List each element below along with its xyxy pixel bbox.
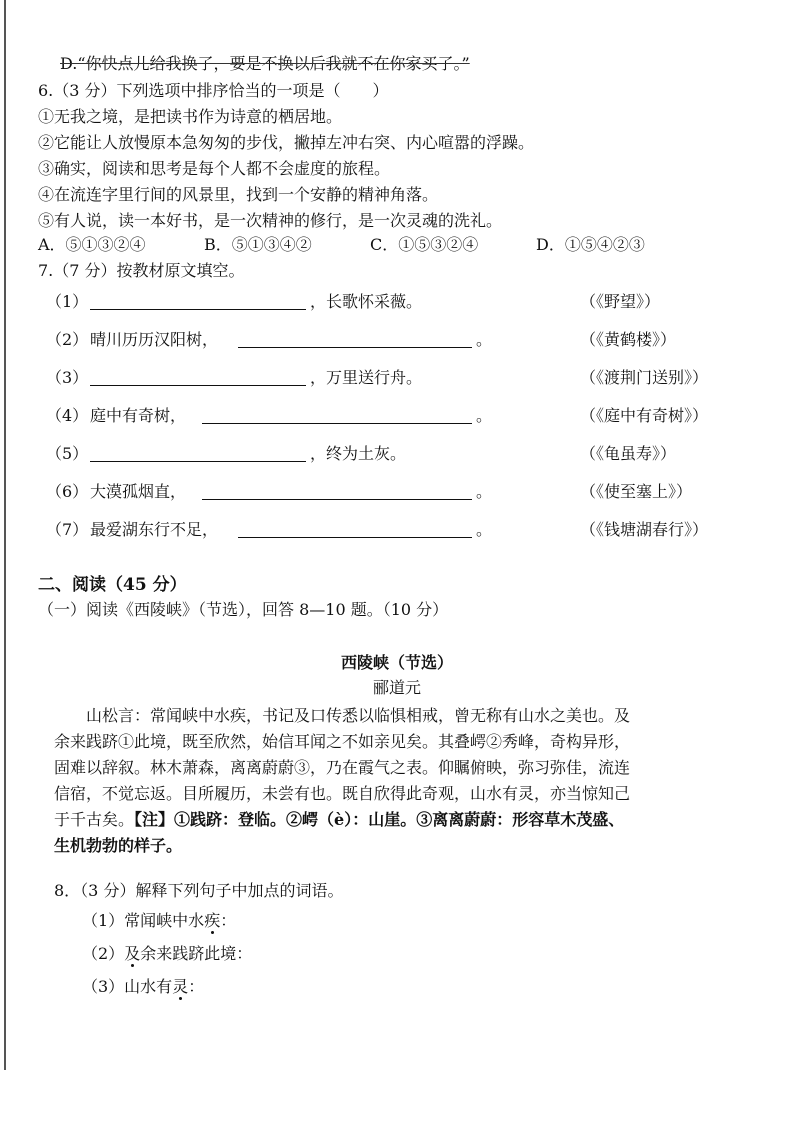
q7-item-source: （《黄鹤楼》） <box>580 330 677 349</box>
q6-sentence-5: ⑤有人说，读一本好书，是一次精神的修行，是一次灵魂的洗礼。 <box>38 211 503 230</box>
q8-item-text: ： <box>220 911 237 930</box>
q7-item-after: 。 <box>476 406 493 425</box>
q6-option-b: B．⑤①③④② <box>204 235 312 254</box>
answer-blank[interactable] <box>90 309 306 310</box>
passage-line: 余来践跻①此境，既至欣然，始信耳闻之不如亲见矣。其叠崿②秀峰，奇构异形， <box>54 732 631 751</box>
q7-item-7 <box>38 518 738 542</box>
q7-item-number: （4） <box>46 406 89 425</box>
q7-item-number: （1） <box>46 292 89 311</box>
answer-blank[interactable] <box>202 499 472 500</box>
q8-item-text: （3）山水有 <box>82 977 173 996</box>
passage-line: 于千古矣。 <box>54 810 135 829</box>
answer-blank[interactable] <box>238 347 472 348</box>
q8-item-text: 余来践跻此境： <box>140 944 253 963</box>
q7-item-after: ，长歌怀采薇。 <box>310 292 423 311</box>
q7-item-source: （《钱塘湖春行》） <box>580 520 709 539</box>
passage-line: 山松言：常闻峡中水疾，书记及口传悉以临惧相戒，曾无称有山水之美也。及 <box>86 706 631 725</box>
q6-sentence-3: ③确实，阅读和思考是每个人都不会虚度的旅程。 <box>38 159 391 178</box>
q7-item-source: （《野望》） <box>580 292 661 311</box>
q7-item-number: （5） <box>46 444 89 463</box>
q8-item-text: （1）常闻峡中水 <box>82 911 205 930</box>
q6-stem: 6.（3 分）下列选项中排序恰当的一项是（ ） <box>38 81 389 100</box>
passage-body <box>54 703 754 859</box>
passage-notes-continued: 生机勃勃的样子。 <box>54 836 183 855</box>
page-left-border <box>4 0 6 1070</box>
q7-item-before: 晴川历历汉阳树， <box>90 330 219 349</box>
q7-item-number: （2） <box>46 330 89 349</box>
q6-sentence-1: ①无我之境，是把读书作为诗意的栖居地。 <box>38 107 343 126</box>
q5-option-d: D.“你快点儿给我换了，要是不换以后我就不在你家买了。” <box>60 54 470 73</box>
dotted-word: 及 <box>124 944 141 963</box>
passage-line: 固难以辞叙。林木萧森，离离蔚蔚③，乃在霞气之表。仰瞩俯映，弥习弥佳，流连 <box>54 758 631 777</box>
q7-item-source: （《龟虽寿》） <box>580 444 677 463</box>
q7-item-source: （《使至塞上》） <box>580 482 693 501</box>
q7-item-after: 。 <box>476 330 493 349</box>
q6-sentence-4: ④在流连字里行间的风景里，找到一个安静的精神角落。 <box>38 185 439 204</box>
q8-item-3 <box>82 976 204 998</box>
q7-item-before: 庭中有奇树， <box>90 406 187 425</box>
q6-option-c: C．①⑤③②④ <box>370 235 479 254</box>
passage-title: 西陵峡（节选） <box>340 653 453 672</box>
q7-item-source: （《渡荆门送别》） <box>580 368 709 387</box>
q7-item-1 <box>38 290 738 314</box>
q7-item-5 <box>38 442 738 466</box>
q8-item-text: ： <box>188 977 205 996</box>
passage-notes: 【注】①践跻：登临。②崿（è）：山崖。③离离蔚蔚：形容草木茂盛、 <box>134 810 625 829</box>
q7-item-after: 。 <box>476 482 493 501</box>
answer-blank[interactable] <box>238 537 472 538</box>
answer-blank[interactable] <box>202 423 472 424</box>
section-subheading: （一）阅读《西陵峡》（节选），回答 8—10 题。（10 分） <box>38 600 449 619</box>
answer-blank[interactable] <box>90 461 306 462</box>
section-heading: 二、阅读（45 分） <box>38 575 187 595</box>
passage-author: 郦道元 <box>372 678 421 697</box>
q6-sentence-2: ②它能让人放慢原本急匆匆的步伐，撇掉左冲右突、内心喧嚣的浮躁。 <box>38 133 535 152</box>
q6-option-d: D．①⑤④②③ <box>536 235 645 254</box>
q7-item-source: （《庭中有奇树》） <box>580 406 709 425</box>
q7-item-number: （7） <box>46 520 89 539</box>
q7-item-after: ，万里送行舟。 <box>310 368 423 387</box>
q8-stem: 8．（3 分）解释下列句子中加点的词语。 <box>54 881 344 900</box>
q7-item-after: ，终为土灰。 <box>310 444 407 463</box>
q7-item-6 <box>38 480 738 504</box>
q8-item-text: （2） <box>82 944 125 963</box>
q7-item-4 <box>38 404 738 428</box>
passage-line: 信宿，不觉忘返。目所履历，未尝有也。既自欣得此奇观，山水有灵，亦当惊知己 <box>54 784 631 803</box>
q8-item-1 <box>82 910 236 932</box>
q6-option-a: A．⑤①③②④ <box>38 235 146 254</box>
q8-item-2 <box>82 943 252 965</box>
q7-item-before: 大漠孤烟直， <box>90 482 187 501</box>
q7-item-3 <box>38 366 738 390</box>
q7-item-number: （6） <box>46 482 89 501</box>
dotted-word: 灵 <box>172 977 189 996</box>
q7-item-after: 。 <box>476 520 493 539</box>
q7-item-2 <box>38 328 738 352</box>
answer-blank[interactable] <box>90 385 306 386</box>
q7-item-before: 最爱湖东行不足， <box>90 520 219 539</box>
q7-item-number: （3） <box>46 368 89 387</box>
q7-stem: 7.（7 分）按教材原文填空。 <box>38 261 245 280</box>
dotted-word: 疾 <box>204 911 221 930</box>
